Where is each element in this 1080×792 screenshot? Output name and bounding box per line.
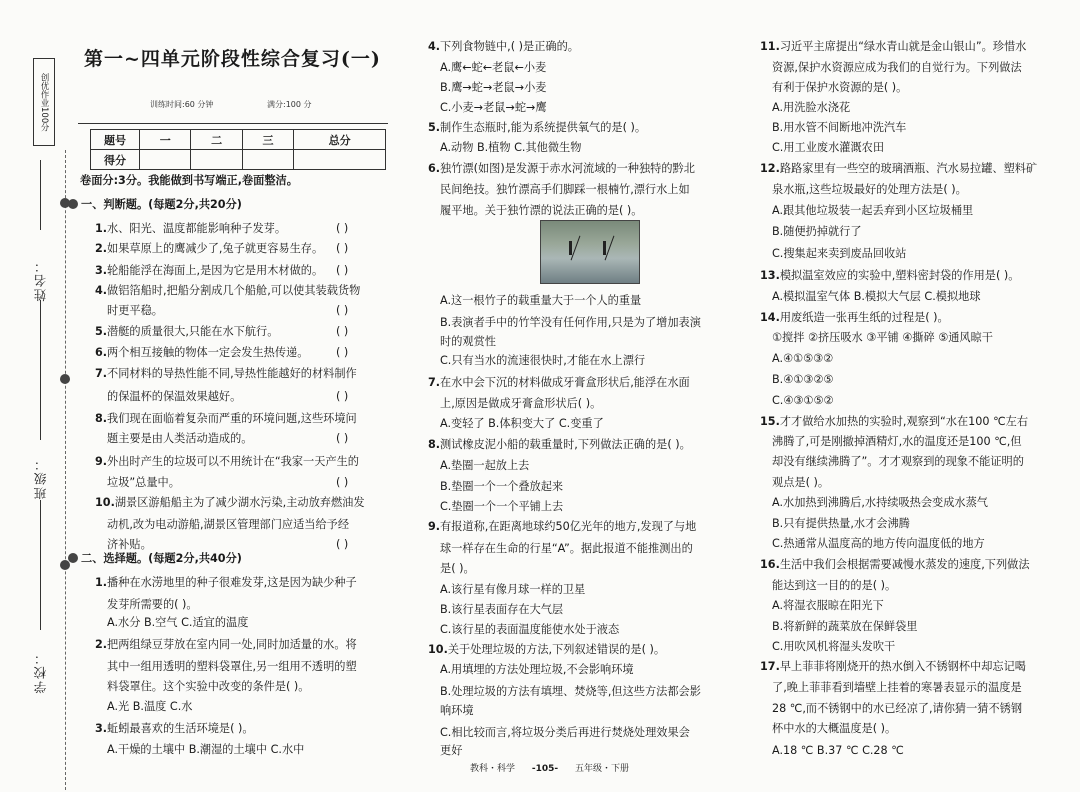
text-line: 有利于保护水资源的是( )。 — [772, 81, 908, 94]
question-text: 8.我们现在面临着复杂而严重的环境问题,这些环境问 — [95, 412, 357, 425]
question-text: 8.测试橡皮泥小船的载重量时,下列做法正确的是( )。 — [428, 438, 691, 451]
section-dot-icon — [68, 199, 78, 209]
answer-option[interactable]: A.跟其他垃圾装一起丢弃到小区垃圾桶里 — [772, 204, 974, 217]
answer-option[interactable]: B.只有提供热量,水才会沸腾 — [772, 517, 910, 530]
text-line: 的保温杯的保温效果越好。 — [107, 390, 242, 403]
score-input-cell[interactable] — [140, 150, 191, 170]
header-rule — [78, 123, 388, 124]
answer-option[interactable]: A.水分 B.空气 C.适宜的温度 — [107, 616, 249, 629]
score-input-cell[interactable] — [191, 150, 242, 170]
text-line: 料袋罩住。这个实验中改变的条件是( )。 — [107, 680, 310, 693]
text-line: 资源,保护水资源应成为我们的自觉行为。下列做法 — [772, 61, 1022, 74]
text-line: 民间绝技。独竹漂高手们脚踩一根楠竹,漂行水上如 — [440, 183, 690, 196]
table-cell: 题号 — [91, 130, 140, 150]
text-line: 球一样存在生命的行星“A”。据此报道不能推测出的 — [440, 542, 693, 555]
text-line: 时更平稳。 — [107, 304, 163, 317]
question-text: 9.有报道称,在距离地球约50亿光年的地方,发现了与地 — [428, 520, 697, 533]
question-text: 5.制作生态瓶时,能为系统提供氧气的是( )。 — [428, 121, 647, 134]
class-label: 班级： — [33, 456, 48, 500]
answer-option[interactable]: A.水加热到沸腾后,水持续吸热会变成水蒸气 — [772, 496, 988, 509]
answer-blank[interactable]: ( ) — [336, 325, 349, 338]
question-text: 10.湖景区游船船主为了减少湖水污染,主动放弃燃油发 — [95, 496, 365, 509]
text-line: 动机,改为电动游船,湖景区管理部门应适当给予经 — [107, 518, 350, 531]
binding-hole — [60, 374, 70, 384]
score-input-cell[interactable] — [294, 150, 386, 170]
question-text: 15.才才做给水加热的实验时,观察到“水在100 ℃左右 — [760, 415, 1029, 428]
answer-option[interactable]: C.该行星的表面温度能使水处于液态 — [440, 623, 620, 636]
answer-option[interactable]: C.热通常从温度高的地方传向温度低的地方 — [772, 537, 985, 550]
answer-option[interactable]: A.该行星有像月球一样的卫星 — [440, 583, 586, 596]
table-cell: 一 — [140, 130, 191, 150]
table-cell: 得分 — [91, 150, 140, 170]
text-line: 观点是( )。 — [772, 476, 830, 489]
answer-blank[interactable]: ( ) — [336, 346, 349, 359]
table-cell: 总分 — [294, 130, 386, 150]
question-text: 6.独竹漂(如图)是发源于赤水河流域的一种独特的黔北 — [428, 162, 695, 175]
answer-option[interactable]: B.④①③②⑤ — [772, 373, 834, 386]
answer-option[interactable]: B.处理垃圾的方法有填埋、焚烧等,但这些方法都会影 — [440, 685, 701, 698]
answer-option[interactable]: A.用洗脸水浇花 — [772, 101, 851, 114]
section-heading-choice — [68, 552, 242, 566]
answer-option[interactable]: C.垫圈一个一个平铺上去 — [440, 500, 564, 513]
answer-option[interactable]: C.用工业废水灌溉农田 — [772, 141, 885, 154]
question-text: 12.路路家里有一些空的玻璃酒瓶、汽水易拉罐、塑料矿 — [760, 162, 1038, 175]
text-line: 更好 — [440, 744, 463, 757]
question-text: 3.蚯蚓最喜欢的生活环境是( )。 — [95, 722, 254, 735]
question-text: 11.习近平主席提出“绿水青山就是金山银山”。珍惜水 — [760, 40, 1027, 53]
answer-option[interactable]: B.垫圈一个一个叠放起来 — [440, 480, 564, 493]
answer-option[interactable]: A.模拟温室气体 B.模拟大气层 C.模拟地球 — [772, 290, 981, 303]
answer-blank[interactable]: ( ) — [336, 538, 349, 551]
school-label: 学校： — [33, 650, 48, 694]
answer-option[interactable]: A.用填埋的方法处理垃圾,不会影响环境 — [440, 663, 634, 676]
answer-option[interactable]: C.小麦→老鼠→蛇→鹰 — [440, 101, 547, 114]
class-line — [40, 300, 41, 440]
neatness-note: 卷面分:3分。我能做到书写端正,卷面整洁。 — [80, 174, 298, 187]
text-line: 履平地。关于独竹漂的说法正确的是( )。 — [440, 204, 643, 217]
answer-blank[interactable]: ( ) — [336, 476, 349, 489]
section-title: 一、判断题。(每题2分,共20分) — [81, 198, 242, 211]
question-text: 5.潜艇的质量很大,只能在水下航行。 — [95, 325, 279, 338]
text-line: 时的观赏性 — [440, 335, 496, 348]
answer-option[interactable]: C.搜集起来卖到废品回收站 — [772, 247, 907, 260]
answer-option[interactable]: B.用水管不间断地冲洗汽车 — [772, 121, 907, 134]
answer-option[interactable]: A.变轻了 B.体积变大了 C.变重了 — [440, 417, 604, 430]
question-text: 16.生活中我们会根据需要减慢水蒸发的速度,下列做法 — [760, 558, 1030, 571]
performer-figure — [603, 241, 606, 255]
answer-blank[interactable]: ( ) — [336, 242, 349, 255]
footer-subject: 教科・科学 — [470, 764, 516, 774]
question-text: 3.轮船能浮在海面上,是因为它是用木材做的。 — [95, 264, 324, 277]
time-limit: 训练时间:60 分钟 — [150, 100, 214, 109]
name-label: 姓名： — [33, 258, 48, 302]
answer-blank[interactable]: ( ) — [336, 304, 349, 317]
answer-option[interactable]: B.将新鲜的蔬菜放在保鲜袋里 — [772, 620, 918, 633]
text-line: 却没有继续沸腾了”。才才观察到的现象不能证明的 — [772, 455, 1024, 468]
table-cell: 三 — [242, 130, 293, 150]
page-number: -105- — [531, 764, 559, 774]
pole-figure — [605, 236, 615, 261]
answer-option[interactable]: C.④③①⑤② — [772, 394, 834, 407]
text-line: 其中一组用透明的塑料袋罩住,另一组用不透明的塑 — [107, 660, 357, 673]
question-text: 4.下列食物链中,( )是正确的。 — [428, 40, 579, 53]
full-score: 满分:100 分 — [267, 100, 312, 109]
answer-option[interactable]: B.该行星表面存在大气层 — [440, 603, 564, 616]
question-text: 17.早上菲菲将刚烧开的热水倒入不锈钢杯中却忘记喝 — [760, 660, 1026, 673]
school-line — [40, 500, 41, 630]
question-text: 6.两个相互接触的物体一定会发生热传递。 — [95, 346, 309, 359]
binding-line — [65, 150, 66, 790]
text-line: 了,晚上菲菲看到墙壁上挂着的寒暑表显示的温度是 — [772, 681, 1022, 694]
text-line: 济补贴。 — [107, 538, 152, 551]
question-text: 7.不同材料的导热性能不同,导热性能越好的材料制作 — [95, 367, 357, 380]
section-heading-judgment — [68, 198, 242, 212]
table-row — [91, 130, 386, 150]
pole-figure — [571, 236, 581, 261]
answer-option[interactable]: A.动物 B.植物 C.其他微生物 — [440, 141, 582, 154]
text-line: 发芽所需要的( )。 — [107, 598, 198, 611]
page-footer — [470, 761, 629, 774]
section-title: 二、选择题。(每题2分,共40分) — [81, 552, 242, 565]
question-text: 13.模拟温室效应的实验中,塑料密封袋的作用是( )。 — [760, 269, 1020, 282]
table-row — [91, 150, 386, 170]
answer-option[interactable]: A.光 B.温度 C.水 — [107, 700, 193, 713]
answer-option[interactable]: A.鹰←蛇←老鼠←小麦 — [440, 61, 547, 74]
question-text: 10.关于处理垃圾的方法,下列叙述错误的是( )。 — [428, 643, 666, 656]
answer-option[interactable]: A.④①⑤③② — [772, 352, 834, 365]
table-cell: 二 — [191, 130, 242, 150]
answer-option[interactable]: A.将湿衣服晾在阳光下 — [772, 599, 884, 612]
text-line: 杯中水的大概温度是( )。 — [772, 722, 897, 735]
text-line: 上,原因是做成牙膏盒形状后( )。 — [440, 397, 602, 410]
question-text: 4.做铝箔船时,把船分割成几个船舱,可以使其装载货物 — [95, 284, 361, 297]
text-line: 28 ℃,而不锈钢中的水已经凉了,请你猜一猜不锈钢 — [772, 702, 1023, 715]
text-line: 垃圾”总量中。 — [107, 476, 180, 489]
text-line: 响环境 — [440, 704, 474, 717]
question-text: 1.水、阳光、温度都能影响种子发芽。 — [95, 222, 287, 235]
bamboo-rafting-photo — [540, 220, 640, 284]
answer-blank[interactable]: ( ) — [336, 390, 349, 403]
answer-option[interactable]: B.鹰→蛇→老鼠→小麦 — [440, 81, 547, 94]
text-line: ①搅拌 ②挤压吸水 ③平铺 ④撕碎 ⑤通风晾干 — [772, 331, 993, 344]
answer-option[interactable]: C.相比较而言,将垃圾分类后再进行焚烧处理效果会 — [440, 726, 690, 739]
question-text: 7.在水中会下沉的材料做成牙膏盒形状后,能浮在水面 — [428, 376, 690, 389]
score-input-cell[interactable] — [242, 150, 293, 170]
question-text: 2.如果草原上的鹰减少了,兔子就更容易生存。 — [95, 242, 324, 255]
answer-option[interactable]: B.表演者手中的竹竿没有任何作用,只是为了增加表演 — [440, 316, 701, 329]
answer-option[interactable]: A.垫圈一起放上去 — [440, 459, 530, 472]
series-logo: 创优作业100分 — [33, 58, 55, 146]
answer-option[interactable]: A.干燥的土壤中 B.潮湿的土壤中 C.水中 — [107, 743, 305, 756]
answer-option[interactable]: A.这一根竹子的载重量大于一个人的重量 — [440, 294, 642, 307]
question-text: 9.外出时产生的垃圾可以不用统计在“我家一天产生的 — [95, 455, 359, 468]
name-line — [40, 160, 41, 230]
answer-option[interactable]: C.只有当水的流速很快时,才能在水上漂行 — [440, 354, 646, 367]
question-text: 2.把两组绿豆芽放在室内同一处,同时加适量的水。将 — [95, 638, 357, 651]
footer-grade: 五年级・下册 — [575, 764, 630, 774]
answer-option[interactable]: B.随便扔掉就行了 — [772, 225, 862, 238]
answer-blank[interactable]: ( ) — [336, 264, 349, 277]
text-line: 能达到这一目的的是( )。 — [772, 579, 897, 592]
text-line: 题主要是由人类活动造成的。 — [107, 432, 253, 445]
text-line: 泉水瓶,这些垃圾最好的处理方法是( )。 — [772, 183, 967, 196]
text-line: 是( )。 — [440, 562, 475, 575]
answer-option[interactable]: A.18 ℃ B.37 ℃ C.28 ℃ — [772, 744, 904, 757]
answer-option[interactable]: C.用吹风机将湿头发吹干 — [772, 640, 896, 653]
answer-blank[interactable]: ( ) — [336, 432, 349, 445]
section-dot-icon — [68, 553, 78, 563]
text-line: 沸腾了,可是刚撤掉酒精灯,水的温度还是100 ℃,但 — [772, 435, 1022, 448]
page-title: 第一~四单元阶段性综合复习(一) — [84, 48, 381, 70]
score-table — [90, 129, 386, 170]
question-text: 1.播种在水涝地里的种子很难发芽,这是因为缺少种子 — [95, 576, 357, 589]
performer-figure — [569, 241, 572, 255]
answer-blank[interactable]: ( ) — [336, 222, 349, 235]
binding-margin — [0, 0, 72, 792]
question-text: 14.用废纸造一张再生纸的过程是( )。 — [760, 311, 949, 324]
